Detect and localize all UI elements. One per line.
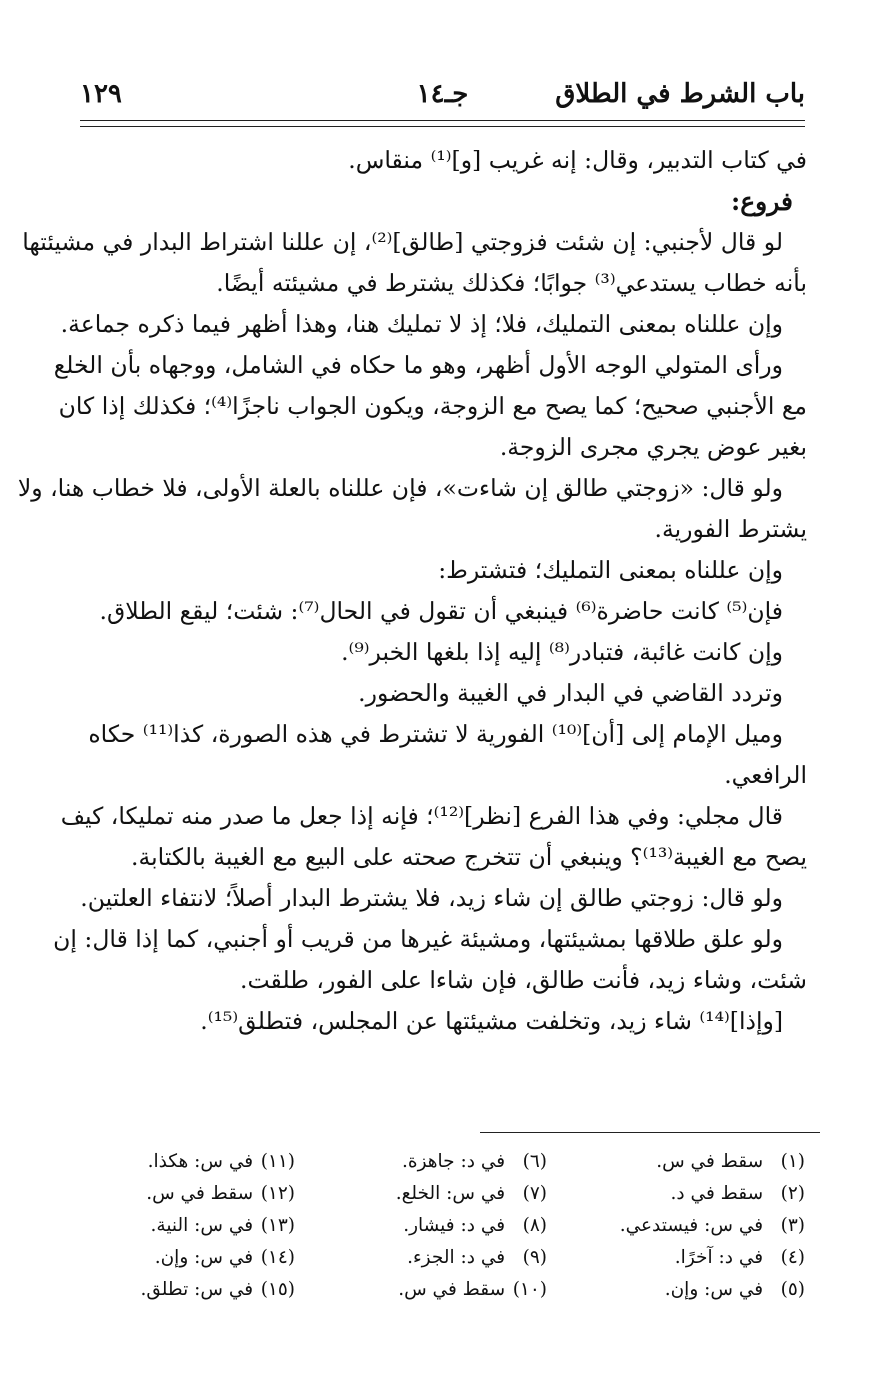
footnotes xyxy=(80,1146,805,1306)
footnote-text: في س: هكذا. xyxy=(147,1151,254,1172)
footnote-item xyxy=(65,1210,295,1242)
section-heading: فروع: xyxy=(731,187,793,216)
footnote-number: (١١) xyxy=(260,1151,295,1172)
footnote-item xyxy=(317,1178,547,1210)
text-line: فإن⁽⁵⁾ كانت حاضرة⁽⁶⁾ فينبغي أن تقول في الحال⁽⁷⁾: شئت؛ ليقع الطلاق. xyxy=(99,597,783,625)
footnote-text: في د: جاهزة. xyxy=(402,1151,506,1172)
text-line: ورأى المتولي الوجه الأول أظهر، وهو ما حكاه في الشامل، ووجهاه بأن الخلع xyxy=(53,351,783,379)
text-line: بغير عوض يجري مجرى الزوجة. xyxy=(499,433,807,461)
footnote-text: سقط في د. xyxy=(670,1183,764,1204)
footnote-item xyxy=(575,1242,805,1274)
text-line: في كتاب التدبير، وقال: إنه غريب [و]⁽¹⁾ منقاس. xyxy=(348,146,807,174)
text-line: وإن عللناه بمعنى التمليك، فلا؛ إذ لا تمليك هنا، وهذا أظهر فيما ذكره جماعة. xyxy=(60,310,783,338)
footnote-number: (٩) xyxy=(522,1247,547,1268)
text-line: لو قال لأجنبي: إن شئت فزوجتي [طالق]⁽²⁾، إن عللنا اشتراط البدار في مشيئتها xyxy=(22,228,783,256)
text-line: الرافعي. xyxy=(724,761,807,789)
footnote-text: في د: الجزء. xyxy=(407,1247,506,1268)
volume-number: جـ١٤ xyxy=(416,79,469,109)
running-header xyxy=(80,74,805,114)
footnote-number: (٨) xyxy=(522,1215,547,1236)
footnote-item xyxy=(575,1146,805,1178)
footnote-item xyxy=(65,1178,295,1210)
text-line: وميل الإمام إلى [أن]⁽¹⁰⁾ الفورية لا تشترط في هذه الصورة، كذا⁽¹¹⁾ حكاه xyxy=(88,720,783,748)
footnote-text: في س: النية. xyxy=(150,1215,254,1236)
text-line: ولو قال: زوجتي طالق إن شاء زيد، فلا يشترط البدار أصلاً؛ لانتفاء العلتين. xyxy=(80,884,783,912)
footnote-number: (١٣) xyxy=(260,1215,295,1236)
header-rule-top xyxy=(80,120,805,121)
footnote-number: (١٥) xyxy=(260,1279,295,1300)
footnote-number: (٢) xyxy=(780,1183,805,1204)
footnote-item xyxy=(317,1242,547,1274)
text-line: ولو علق طلاقها بمشيئتها، ومشيئة غيرها من قريب أو أجنبي، كما إذا قال: إن xyxy=(53,925,783,953)
chapter-title: باب الشرط في الطلاق xyxy=(555,79,805,109)
footnote-number: (٧) xyxy=(522,1183,547,1204)
footnote-number: (٣) xyxy=(780,1215,805,1236)
footnote-text: في س: وإن. xyxy=(154,1247,254,1268)
text-line: يشترط الفورية. xyxy=(654,515,807,543)
footnote-column-1 xyxy=(575,1146,805,1306)
footnote-item xyxy=(575,1210,805,1242)
footnote-number: (١٠) xyxy=(512,1279,547,1300)
text-line: وتردد القاضي في البدار في الغيبة والحضور. xyxy=(358,679,783,707)
footnote-number: (٤) xyxy=(780,1247,805,1268)
footnote-text: في س: فيستدعي. xyxy=(619,1215,764,1236)
text-line: بأنه خطاب يستدعي⁽³⁾ جوابًا؛ فكذلك يشترط في مشيئته أيضًا. xyxy=(216,269,807,297)
footnote-text: سقط في س. xyxy=(656,1151,764,1172)
footnote-item xyxy=(65,1146,295,1178)
footnote-column-3 xyxy=(65,1146,295,1306)
footnote-column-2 xyxy=(317,1146,547,1306)
footnote-number: (٦) xyxy=(522,1151,547,1172)
page-number: ١٢٩ xyxy=(80,79,122,109)
text-line: مع الأجنبي صحيح؛ كما يصح مع الزوجة، ويكون الجواب ناجزًا⁽⁴⁾؛ فكذلك إذا كان xyxy=(58,392,807,420)
text-line: ولو قال: «زوجتي طالق إن شاءت»، فإن عللناه بالعلة الأولى، فلا خطاب هنا، ولا xyxy=(17,474,783,502)
footnote-number: (١) xyxy=(780,1151,805,1172)
text-line: وإن كانت غائبة، فتبادر⁽⁸⁾ إليه إذا بلغها الخبر⁽⁹⁾. xyxy=(341,638,783,666)
footnote-separator xyxy=(480,1132,820,1133)
text-line: [وإذا]⁽¹⁴⁾ شاء زيد، وتخلفت مشيئتها عن المجلس، فتطلق⁽¹⁵⁾. xyxy=(200,1007,783,1035)
footnote-item xyxy=(575,1178,805,1210)
footnote-text: في د: آخرًا. xyxy=(674,1247,764,1268)
footnote-text: في س: الخلع. xyxy=(395,1183,506,1204)
header-rule-bottom xyxy=(80,126,805,127)
footnote-text: في د: فيشار. xyxy=(403,1215,506,1236)
footnote-number: (١٢) xyxy=(260,1183,295,1204)
footnote-item xyxy=(317,1274,547,1306)
footnote-text: سقط في س. xyxy=(146,1183,254,1204)
text-line: يصح مع الغيبة⁽¹³⁾؟ وينبغي أن تتخرج صحته على البيع مع الغيبة بالكتابة. xyxy=(131,843,807,871)
main-text xyxy=(17,140,807,1042)
footnote-number: (١٤) xyxy=(260,1247,295,1268)
footnote-text: سقط في س. xyxy=(398,1279,506,1300)
footnote-item xyxy=(65,1242,295,1274)
text-line: قال مجلي: وفي هذا الفرع [نظر]⁽¹²⁾؛ فإنه إذا جعل ما صدر منه تمليكا، كيف xyxy=(60,802,783,830)
footnote-item xyxy=(575,1274,805,1306)
footnote-item xyxy=(65,1274,295,1306)
footnote-number: (٥) xyxy=(780,1279,805,1300)
text-line: وإن عللناه بمعنى التمليك؛ فتشترط: xyxy=(438,556,783,584)
footnote-item xyxy=(317,1210,547,1242)
text-line: شئت، وشاء زيد، فأنت طالق، فإن شاءا على الفور، طلقت. xyxy=(240,966,807,994)
footnote-text: في س: تطلق. xyxy=(140,1279,254,1300)
footnote-text: في س: وإن. xyxy=(664,1279,764,1300)
footnote-item xyxy=(317,1146,547,1178)
